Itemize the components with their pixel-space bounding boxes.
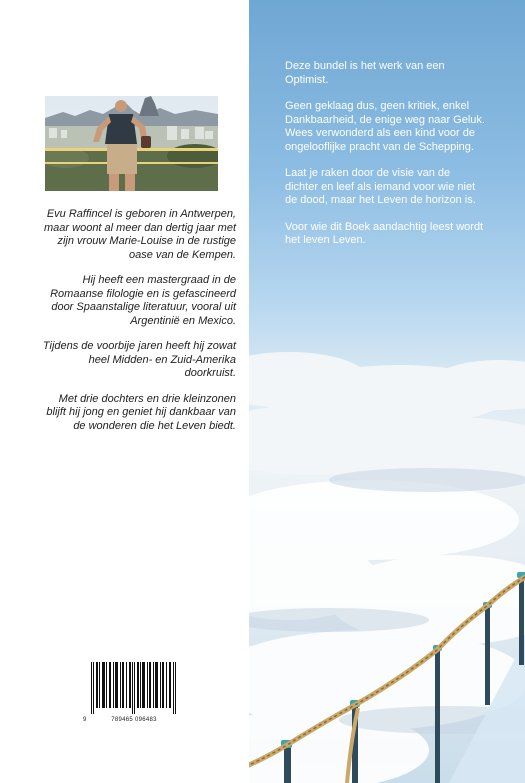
barcode-first-digit: 9 (83, 717, 87, 723)
blurb-paragraph: Voor wie dit Boek aandachtig leest wordt het leven Leven. (285, 220, 484, 246)
blurb-paragraph: Laat je raken door de visie van de dichter en leef als iemand voor wie niet de dood, maar het Leven de horizon is. (285, 167, 476, 206)
bio-paragraph: Hij heeft een mastergraad in de Romaanse filologie en is gefascineerd door Spaanstalige literatuur, vooral uit Argentinië en Mexico. (50, 274, 236, 327)
author-bio (40, 208, 236, 445)
bio-paragraph: Evu Raffincel is geboren in Antwerpen, maar woont al meer dan dertig jaar met zijn vrouw Marie-Louise in de rustige oase van de Kempen. (44, 208, 236, 261)
back-cover-left-panel (0, 0, 249, 783)
barcode-bars (89, 662, 179, 714)
blurb-paragraph: Deze bundel is het werk van een Optimist. (285, 60, 445, 86)
author-photo (45, 96, 218, 191)
bio-paragraph: Tijdens de voorbije jaren heeft hij zowat heel Midden- en Zuid-Amerika doorkruist. (42, 340, 236, 379)
book-blurb (285, 60, 485, 261)
bio-paragraph: Met drie dochters en drie kleinzonen blijft hij jong en geniet hij dankbaar van de wonderen die het Leven biedt. (46, 392, 236, 432)
barcode-digits: 789465 096483 (111, 717, 157, 723)
isbn-barcode (83, 662, 179, 723)
blurb-paragraph: Geen geklaag dus, geen kritiek, enkel Dankbaarheid, de enige weg naar Geluk. Wees verwonderd als een kind voor de ongelooflijke pracht van de Schepping. (285, 100, 485, 153)
sky-clouds-image (249, 0, 525, 783)
author-photo-illustration (45, 96, 218, 191)
